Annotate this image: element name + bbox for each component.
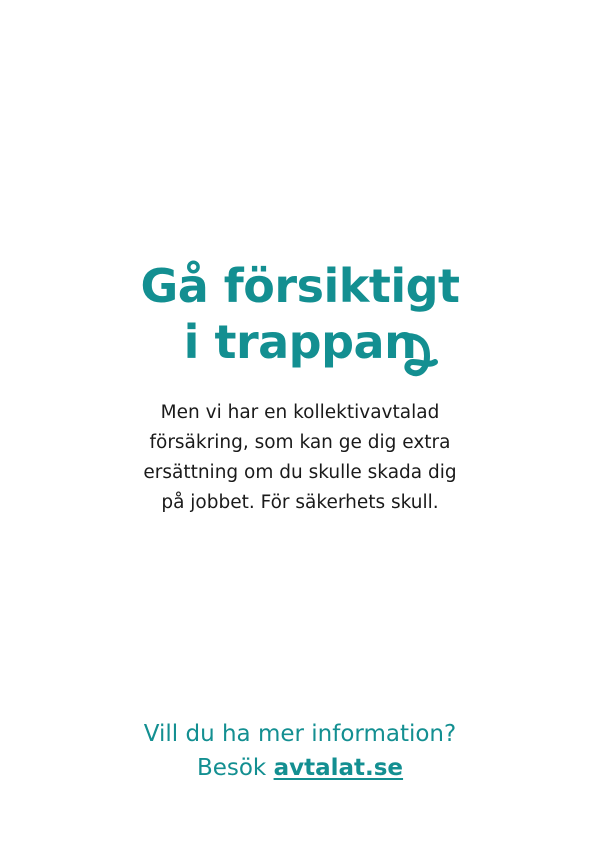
headline-line-1: Gå försiktigt [140, 259, 460, 313]
footer-visit-prefix: Besök [196, 755, 267, 781]
footer-question: Vill du ha mer information? [143, 721, 457, 747]
headline-swash-decoration [403, 332, 439, 380]
headline-line-2: i trappan [183, 315, 417, 369]
body-line: ersättning om du skulle skada dig [143, 462, 457, 483]
body-line: på jobbet. För säkerhets skull. [161, 492, 439, 513]
website-link[interactable]: avtalat.se [273, 755, 404, 781]
headline [0, 258, 600, 370]
footer-call-to-action [0, 717, 600, 785]
body-line: Men vi har en kollektivavtalad [160, 402, 440, 423]
body-paragraph [0, 398, 600, 518]
body-line: försäkring, som kan ge dig extra [149, 432, 451, 453]
footer-visit-line [0, 751, 600, 785]
